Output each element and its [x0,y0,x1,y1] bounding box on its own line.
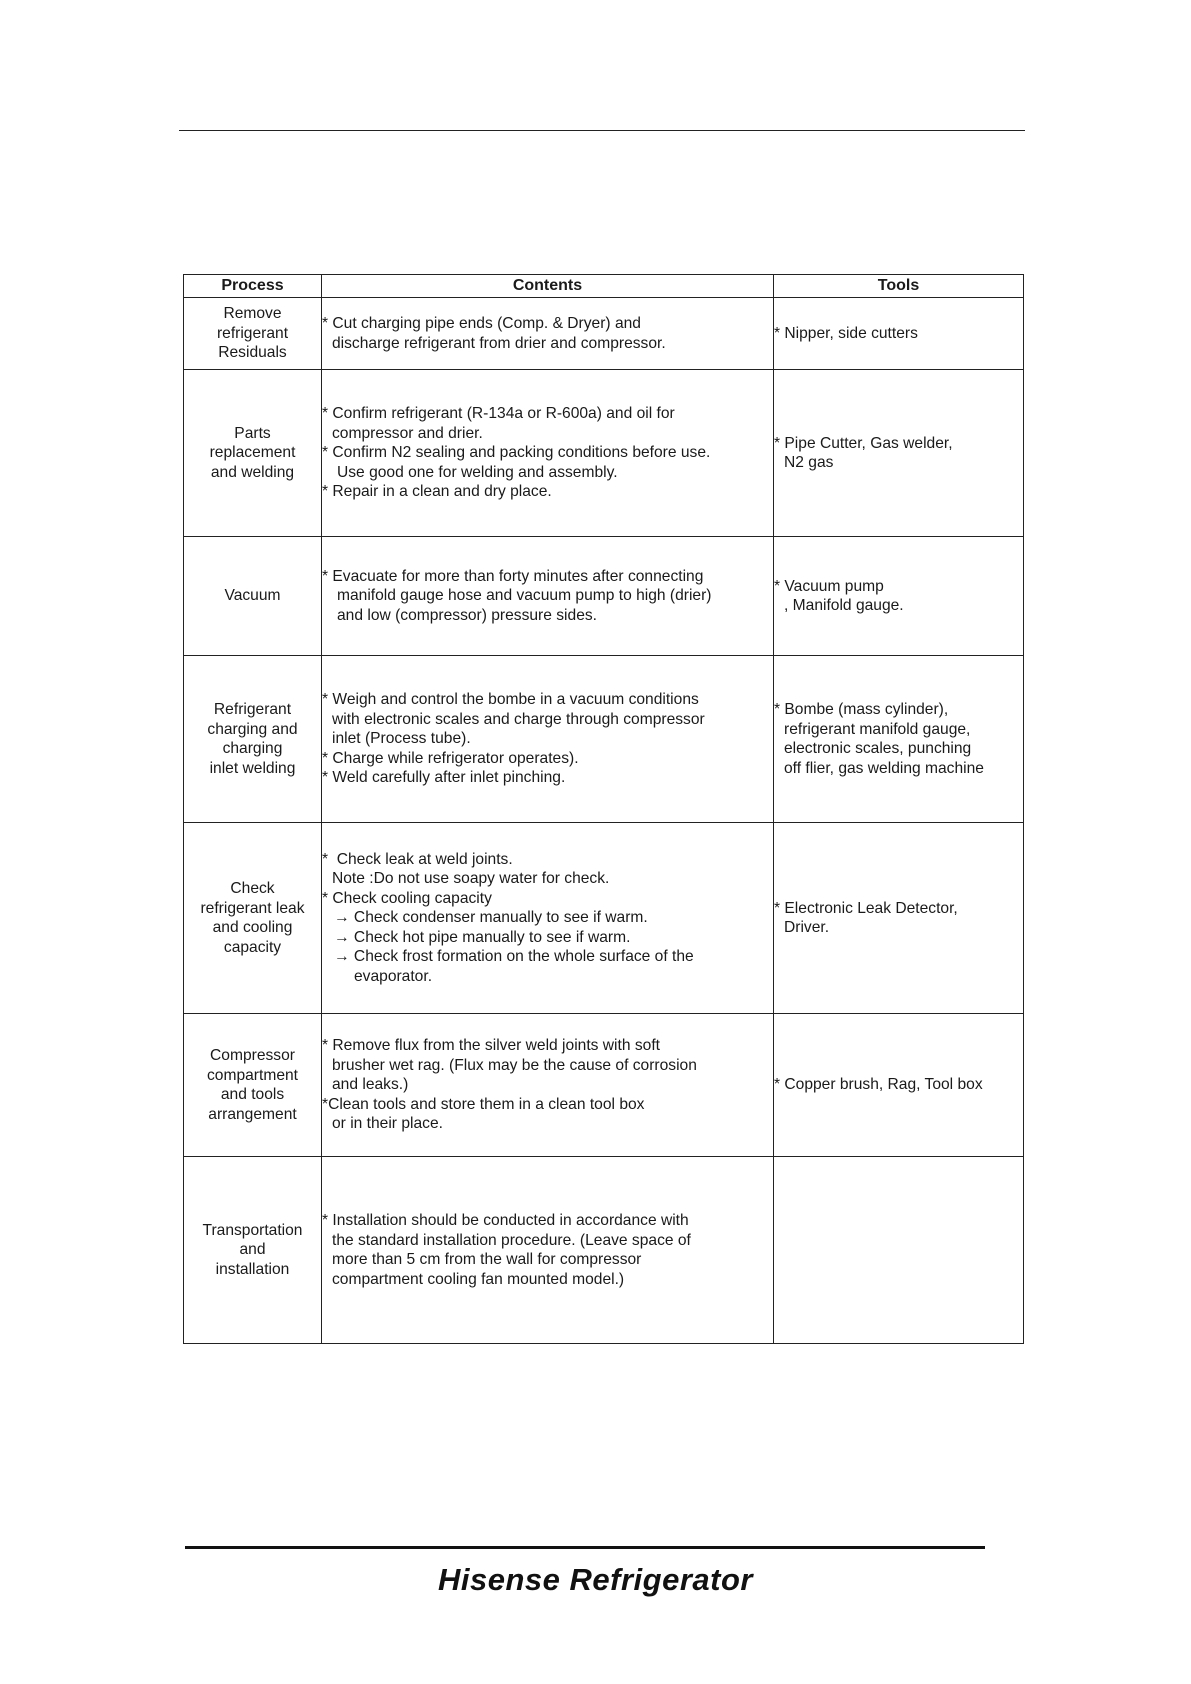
contents-line: * Weigh and control the bombe in a vacuum conditions [322,691,699,709]
process-line: refrigerant [216,324,289,342]
contents-line: and low (compressor) pressure sides. [337,606,597,624]
process-line: installation [215,1260,290,1278]
contents-line: brusher wet rag. (Flux may be the cause of corrosion [332,1056,697,1074]
tools-line: * Electronic Leak Detector, [774,899,958,917]
process-cell [184,1014,322,1157]
process-line: refrigerant leak [200,899,305,917]
tools-line: off flier, gas welding machine [784,759,984,777]
process-line: and welding [210,463,295,481]
tools-cell [774,370,1024,537]
header-tools: Tools [774,275,1024,298]
process-cell [184,537,322,656]
contents-line: discharge refrigerant from drier and compressor. [332,334,666,352]
contents-line: *Clean tools and store them in a clean tool box [322,1095,645,1113]
tools-line: * Bombe (mass cylinder), [774,701,949,718]
process-line: Parts [234,424,271,442]
contents-line: or in their place. [332,1115,443,1133]
process-line: capacity [223,938,282,956]
table-row [184,1157,1024,1344]
tools-line: refrigerant manifold gauge, [784,720,971,738]
contents-cell [322,537,774,656]
contents-line: Use good one for welding and assembly. [337,463,618,481]
tools-line: N2 gas [784,454,834,471]
process-line: Remove [223,305,282,323]
table-row [184,370,1024,537]
process-table [183,274,1024,1344]
table-row [184,298,1024,370]
tools-cell [774,537,1024,656]
tools-cell [774,823,1024,1014]
contents-line: → Check hot pipe manually to see if warm. [334,928,631,946]
contents-line: * Check leak at weld joints. [322,850,513,868]
tools-line: * Pipe Cutter, Gas welder, [774,434,953,452]
process-cell [184,1157,322,1344]
tools-line: electronic scales, punching [784,740,972,757]
process-line: compartment [207,1066,298,1084]
process-line: Transportation [202,1221,303,1239]
tools-line: * Nipper, side cutters [774,324,918,342]
process-line: and [239,1241,266,1259]
contents-line: and leaks.) [332,1076,409,1094]
contents-line: * Confirm refrigerant (R-134a or R-600a) and oil for [322,405,675,423]
process-line: arrangement [208,1105,297,1123]
header-row [184,275,1024,298]
tools-line: , Manifold gauge. [784,597,904,614]
contents-line: inlet (Process tube). [332,730,471,748]
contents-cell [322,1014,774,1157]
tools-cell [774,1157,1024,1344]
header-rule [179,130,1025,131]
process-cell [184,298,322,370]
tools-cell [774,298,1024,370]
process-cell [184,823,322,1014]
contents-cell [322,370,774,537]
process-line: Refrigerant [213,701,292,718]
contents-line: * Evacuate for more than forty minutes after connecting [322,567,704,585]
process-line: Vacuum [224,587,281,605]
process-line: charging and [207,720,298,738]
process-cell [184,656,322,823]
table-row [184,1014,1024,1157]
process-line: Check [230,880,275,897]
contents-cell [322,1157,774,1344]
contents-line: * Installation should be conducted in accordance with [322,1212,689,1229]
table-row [184,537,1024,656]
table-row [184,823,1024,1014]
contents-line: * Weld carefully after inlet pinching. [322,769,566,787]
process-line: and tools [220,1086,285,1103]
process-line: replacement [209,444,296,462]
contents-line: * Check cooling capacity [322,889,492,907]
process-cell [184,370,322,537]
tools-cell [774,656,1024,823]
contents-line: * Confirm N2 sealing and packing conditions before use. [322,444,711,462]
contents-line: * Repair in a clean and dry place. [322,483,552,501]
contents-line: with electronic scales and charge through compressor [332,710,705,728]
header-process: Process [184,275,322,298]
contents-line: compressor and drier. [332,424,483,442]
process-line: and cooling [212,919,293,936]
contents-cell [322,656,774,823]
contents-line: * Cut charging pipe ends (Comp. & Dryer) and [322,315,641,332]
contents-line: → Check condenser manually to see if warm. [334,909,648,927]
contents-line: evaporator. [354,967,433,985]
contents-line: more than 5 cm from the wall for compressor [332,1251,642,1268]
contents-cell [322,298,774,370]
contents-line: the standard installation procedure. (Leave space of [332,1231,691,1249]
tools-line: * Vacuum pump [774,577,884,595]
contents-line: compartment cooling fan mounted model.) [332,1270,625,1288]
contents-line: manifold gauge hose and vacuum pump to high (drier) [337,587,712,605]
brand-logo-text: Hisense Refrigerator [438,1562,753,1597]
tools-line: Driver. [784,919,830,936]
header-contents: Contents [322,275,774,298]
contents-line: * Charge while refrigerator operates). [322,749,579,767]
process-line: Compressor [210,1047,295,1064]
footer-rule [185,1546,985,1549]
tools-line: * Copper brush, Rag, Tool box [774,1076,983,1094]
process-line: inlet welding [209,759,296,777]
contents-line: Note :Do not use soapy water for check. [332,870,610,888]
contents-cell [322,823,774,1014]
contents-line: → Check frost formation on the whole surface of the [334,948,694,966]
table-row [184,656,1024,823]
contents-line: * Remove flux from the silver weld joints with soft [322,1037,660,1055]
process-line: Residuals [218,344,287,362]
process-line: charging [222,740,283,757]
tools-cell [774,1014,1024,1157]
